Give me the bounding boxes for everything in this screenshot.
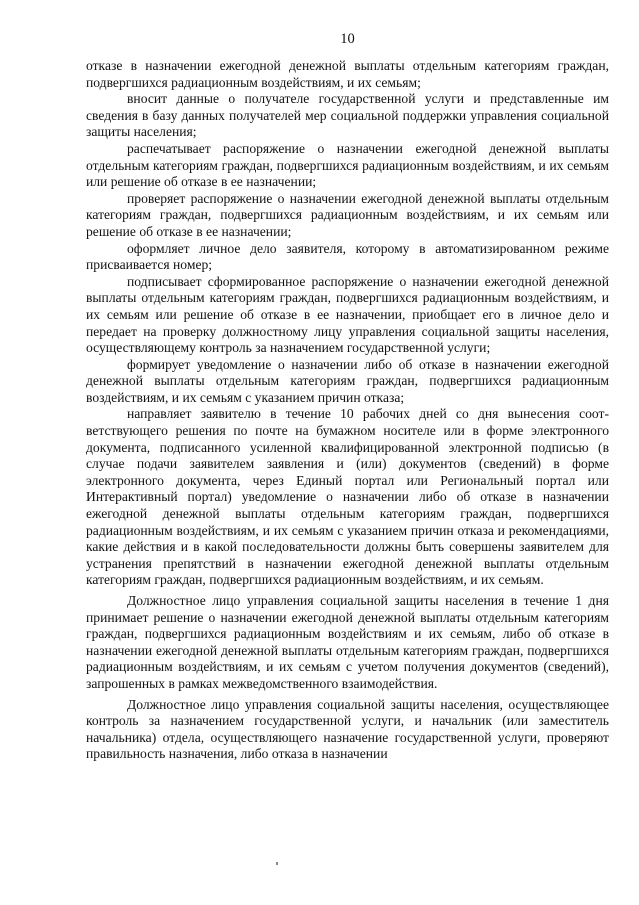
paragraph: проверяет распоряжение о назначении ежегодной денежной выплаты отдельным категориям граждан, подвергшихся радиационным воздействиям, и их семьям или решение об отказе в ее назначении; <box>86 190 609 239</box>
scan-speck <box>276 862 278 865</box>
body-text <box>86 58 609 763</box>
paragraph: подписывает сформированное распоряжение о назначении ежегодной денежной выплаты отдельным категориям граждан, подвергшихся радиационным воздействиям, и их семьям или решение об отказе в ее назначении, приобщает его в личное дело и передает на проверку должностному лицу управления социальной защиты населения, осуществляющему контроль за назначением государственной услуги; <box>86 273 609 356</box>
paragraph: Должностное лицо управления социальной защиты населения, осуществляющее контроль за назначением государственной услуги, и начальник (или заместитель начальника) отдела, осуществляющего назначение государственной услуги, проверяют правильность назначения, либо отказа в назначении <box>86 696 609 762</box>
paragraph: оформляет личное дело заявителя, которому в автоматизированном режиме присваивается номер; <box>86 240 609 273</box>
paragraph: вносит данные о получателе государственной услуги и представленные им сведения в базу данных получателей мер социальной поддержки управления социальной защиты населения; <box>86 91 609 140</box>
paragraph: направляет заявителю в течение 10 рабочих дней со дня вынесения соответствующего решения по почте на бумажном носителе или в форме электронного документа, подписанного усиленной квалифицированной электронной подписью (в случае подачи заявителем заявления и (или) документов (сведений) в форме электронного документа, через Единый портал или Региональный портал или Интерактивный портал) уведомление о назначении либо об отказе в назначении ежегодной денежной выплаты отдельным категориям граждан, подвергшихся радиационным воздействиям, и их семьям с указанием причин отказа и рекомендациями, какие действия и в какой последовательности должны быть совершены заявителем для устранения препятствий в назначении ежегодной денежной выплаты отдельным категориям граждан, подвергшихся радиационным воздействиям, и их семьям. <box>86 406 609 588</box>
paragraph: Должностное лицо управления социальной защиты населения в течение 1 дня принимает решение о назначении ежегодной денежной выплаты отдельным категориям граждан, подвергшихся радиационным воздействиям и их семьям, либо об отказе в назначении ежегодной денежной выплаты отдельным категориям граждан, подвергшихся радиационным воздействиям, и их семьям с учетом получения документов (сведений), запрошенных в рамках межведомственного взаимодействия. <box>86 593 609 691</box>
paragraph: отказе в назначении ежегодной денежной выплаты отдельным категориям граждан, подвергшихся радиационным воздействиям, и их семьям; <box>86 58 609 90</box>
paragraph: формирует уведомление о назначении либо об отказе в назначении ежегодной денежной выплаты отдельным категориям граждан, подвергшихся радиационным воздействиям, и их семьям с указанием причин отказа; <box>86 356 609 405</box>
page-number: 10 <box>340 31 355 47</box>
paragraph: распечатывает распоряжение о назначении ежегодной денежной выплаты отдельным категориям граждан, подвергшихся радиационным воздействиям, и их семьям или решение об отказе в ее назначении; <box>86 140 609 190</box>
